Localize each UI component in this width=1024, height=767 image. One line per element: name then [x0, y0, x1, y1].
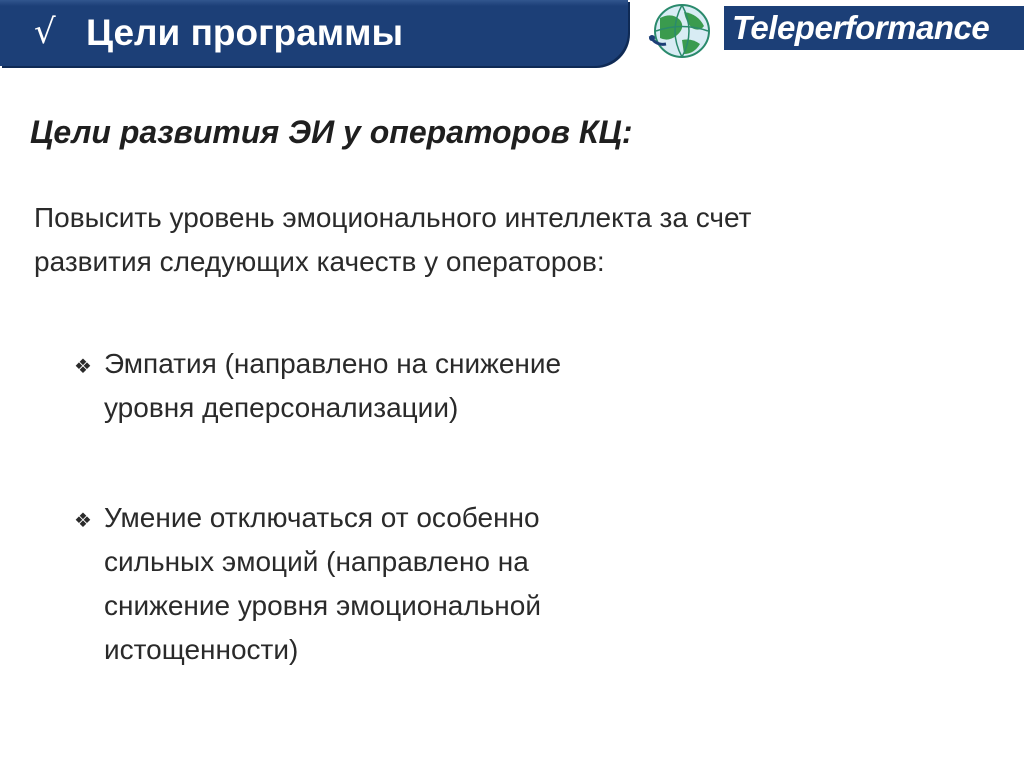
globe-logo-icon [646, 2, 716, 60]
bullet-line: снижение уровня эмоциональной [104, 590, 541, 621]
bullet-line: Умение отключаться от особенно [104, 502, 540, 533]
bullet-line: истощенности) [104, 634, 299, 665]
intro-paragraph [34, 196, 934, 284]
page-title: Цели программы [86, 12, 404, 53]
section-subtitle: Цели развития ЭИ у операторов КЦ: [30, 114, 633, 150]
intro-line: Повысить уровень эмоционального интеллекта за счет [34, 202, 752, 233]
checkmark-icon: √ [34, 12, 56, 52]
diamond-bullet-icon: ❖ [74, 354, 92, 378]
intro-line: развития следующих качеств у операторов: [34, 246, 605, 277]
bullet-line: сильных эмоций (направлено на [104, 546, 529, 577]
bullet-line: уровня деперсонализации) [104, 392, 459, 423]
diamond-bullet-icon: ❖ [74, 508, 92, 532]
brand-logo [724, 6, 1024, 50]
title-banner [0, 0, 628, 66]
bullet-line: Эмпатия (направлено на снижение [104, 348, 562, 379]
brand-wordmark: Teleperformance [732, 9, 990, 46]
banner-highlight [0, 0, 628, 6]
